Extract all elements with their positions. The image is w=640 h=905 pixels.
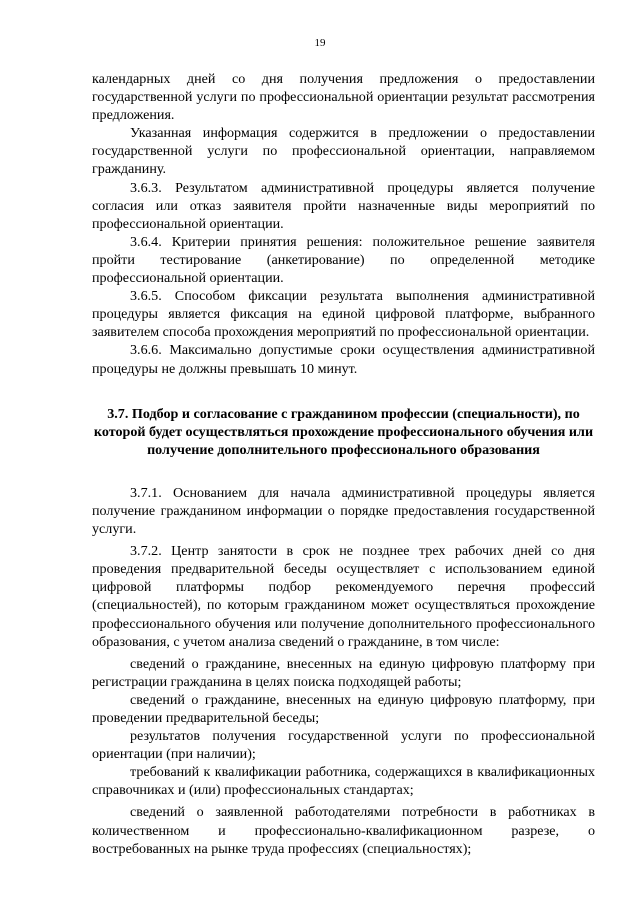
list-item-preliminary-conversation-info: сведений о гражданине, внесенных на единую цифровую платформу, при проведении предварительной беседы; xyxy=(92,691,595,726)
list-item-registration-info: сведений о гражданине, внесенных на единую цифровую платформу при регистрации гражданина в целях поиска подходящей работы; xyxy=(92,655,595,690)
list-item-qualification-requirements: требований к квалификации работника, содержащихся в квалификационных справочниках и (или) профессиональных стандартах; xyxy=(92,764,595,799)
section-heading-3-7: 3.7. Подбор и согласование с гражданином профессии (специальности), по которой будет осуществляться прохождение профессионального обучения или получение дополнительного профессионального образования xyxy=(93,405,594,458)
paragraph-3-6-4: 3.6.4. Критерии принятия решения: положительное решение заявителя пройти тестирование (анкетирование) по определенной методике профессиональной ориентации. xyxy=(92,233,595,287)
paragraph-3-7-1: 3.7.1. Основанием для начала административной процедуры является получение гражданином информации о порядке предоставления государственной услуги. xyxy=(92,484,595,538)
document-body xyxy=(92,70,595,858)
paragraph-3-6-6: 3.6.6. Максимально допустимые сроки осуществления административной процедуры не должны превышать 10 минут. xyxy=(92,342,595,377)
paragraph-info-contained: Указанная информация содержится в предложении о предоставлении государственной услуги по профессиональной ориентации, направляемом гражданину. xyxy=(92,125,595,178)
list-item-orientation-results: результатов получения государственной услуги по профессиональной ориентации (при наличии); xyxy=(92,728,595,763)
paragraph-3-6-3: 3.6.3. Результатом административной процедуры является получение согласия или отказ заявителя пройти назначенные виды мероприятий по профессиональной ориентации. xyxy=(92,179,595,232)
paragraph-3-7-2: 3.7.2. Центр занятости в срок не позднее трех рабочих дней со дня проведения предварительной беседы осуществляет с использованием единой цифровой платформы подбор рекомендуемого перечня профессий (специальностей), по которым гражданином может осуществляться прохождение профессионального обучения или получение дополнительного профессионального образования, с учетом анализа сведений о гражданине, в том числе: xyxy=(92,543,595,650)
page-number: 19 xyxy=(314,37,326,49)
paragraph-3-6-5: 3.6.5. Способом фиксации результата выполнения административной процедуры является фиксация на единой цифровой платформе, выбранного заявителем способа прохождения мероприятий по профессиональной ориентации. xyxy=(92,288,595,341)
paragraph-continuation: календарных дней со дня получения предложения о предоставлении государственной услуги по профессиональной ориентации результат рассмотрения предложения. xyxy=(92,71,595,124)
list-item-employer-demand: сведений о заявленной работодателями потребности в работниках в количественном и профессионально-квалификационном разрезе, о востребованных на рынке труда профессиях (специальностях); xyxy=(92,804,595,857)
